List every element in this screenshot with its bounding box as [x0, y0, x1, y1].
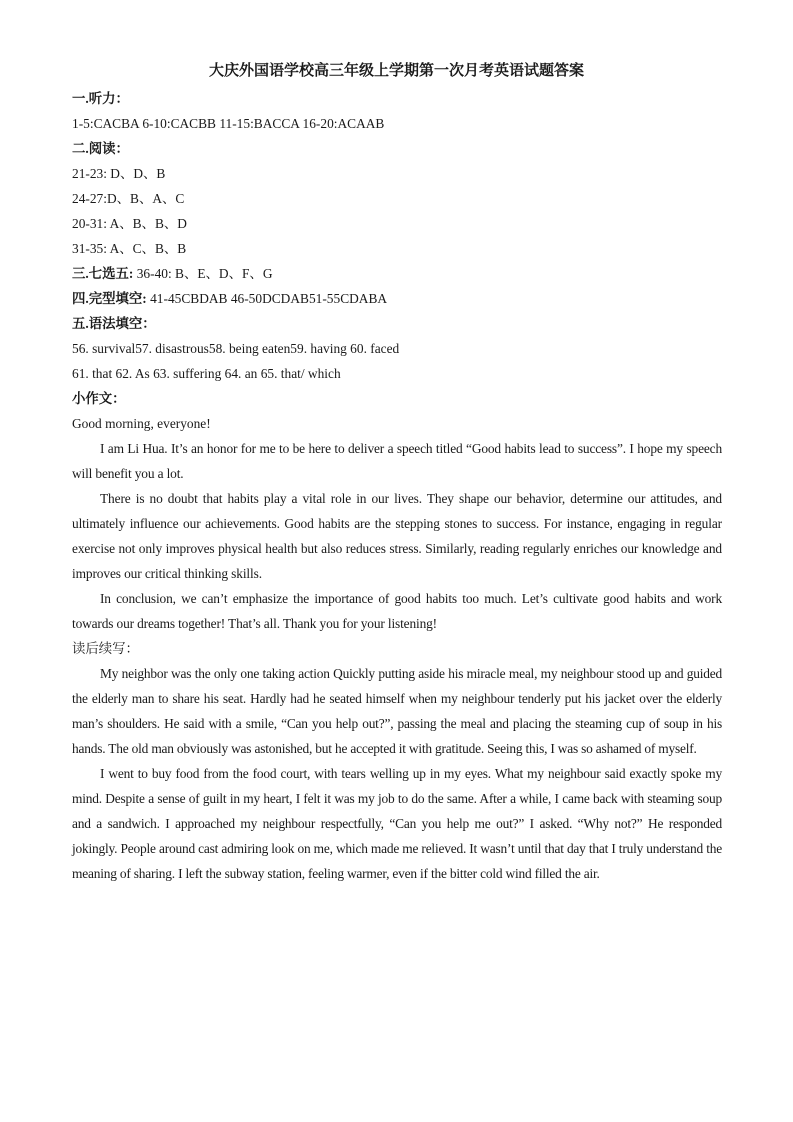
seven-choose-five-answers: 36-40: B、E、D、F、G: [133, 266, 273, 281]
cloze-answers: 41-45CBDAB 46-50DCDAB51-55CDABA: [146, 291, 388, 306]
seven-choose-five-row: [72, 261, 722, 286]
reading-answers-21-23: 21-23: D、D、B: [72, 166, 166, 181]
listening-heading: 一.听力：: [72, 91, 129, 106]
essay-paragraph: In conclusion, we can’t emphasize the importance of good habits too much. Let’s cultivate good habits and work towards our dreams together! That’s all. Thank you for your listening!: [72, 591, 722, 631]
continuation-paragraph: My neighbor was the only one taking action Quickly putting aside his miracle meal, my neighbour stood up and guided the elderly man to share his seat. Hardly had he seated himself when my neighbour tenderly put his jacket over the elderly man’s shoulders. He said with a smile, “Can you help out?”, passing the meal and placing the steaming cup of soup in his hands. The old man obviously was astonished, but he accepted it with gratitude. Seeing this, I was so ashamed of myself.: [72, 666, 722, 756]
reading-heading: 二.阅读：: [72, 141, 129, 156]
grammar-answers-56-60: 56. survival57. disastrous58. being eaten59. having 60. faced: [72, 341, 400, 356]
continuation-paragraph: I went to buy food from the food court, with tears welling up in my eyes. What my neighbour said exactly spoke my mind. Despite a sense of guilt in my heart, I felt it was my job to do the same. After a while, I came back with steaming soup and a sandwich. I approached my neighbour respectfully, “Can you help me out?” I asked. “Why not?” He responded jokingly. People around cast admiring look on me, which made me relieved. It wasn’t until that day that I truly understand the meaning of sharing. I left the subway station, feeling warmer, even if the bitter cold wind filled the air.: [72, 766, 722, 881]
cloze-row: [72, 286, 722, 311]
listening-answers: 1-5:CACBA 6-10:CACBB 11-15:BACCA 16-20:ACAAB: [72, 116, 385, 131]
essay-paragraph: There is no doubt that habits play a vital role in our lives. They shape our behavior, determine our attitudes, and ultimately influence our achievements. Good habits are the stepping stones to success. For instance, engaging in regular exercise not only improves physical health but also reduces stress. Similarly, reading regularly enriches our knowledge and improves our critical thinking skills.: [72, 491, 722, 581]
seven-choose-five-label: 三.七选五:: [72, 266, 134, 281]
reading-answers-28-31: 20-31: A、B、B、D: [72, 216, 187, 231]
grammar-answers-61-65: 61. that 62. As 63. suffering 64. an 65. that/ which: [72, 366, 341, 381]
cloze-label: 四.完型填空:: [72, 291, 147, 306]
answer-content: [72, 86, 722, 886]
essay-greeting: Good morning, everyone!: [72, 416, 211, 431]
essay-paragraph: I am Li Hua. It’s an honor for me to be here to deliver a speech titled “Good habits lead to success”. I hope my speech will benefit you a lot.: [72, 441, 722, 481]
page-title: 大庆外国语学校高三年级上学期第一次月考英语试题答案: [208, 63, 584, 79]
grammar-heading: 五.语法填空：: [72, 316, 156, 331]
short-essay-heading: 小作文：: [72, 391, 126, 406]
reading-answers-32-35: 31-35: A、C、B、B: [72, 241, 187, 256]
reading-answers-24-27: 24-27:D、B、A、C: [72, 191, 185, 206]
continuation-heading: 读后续写：: [72, 641, 139, 656]
